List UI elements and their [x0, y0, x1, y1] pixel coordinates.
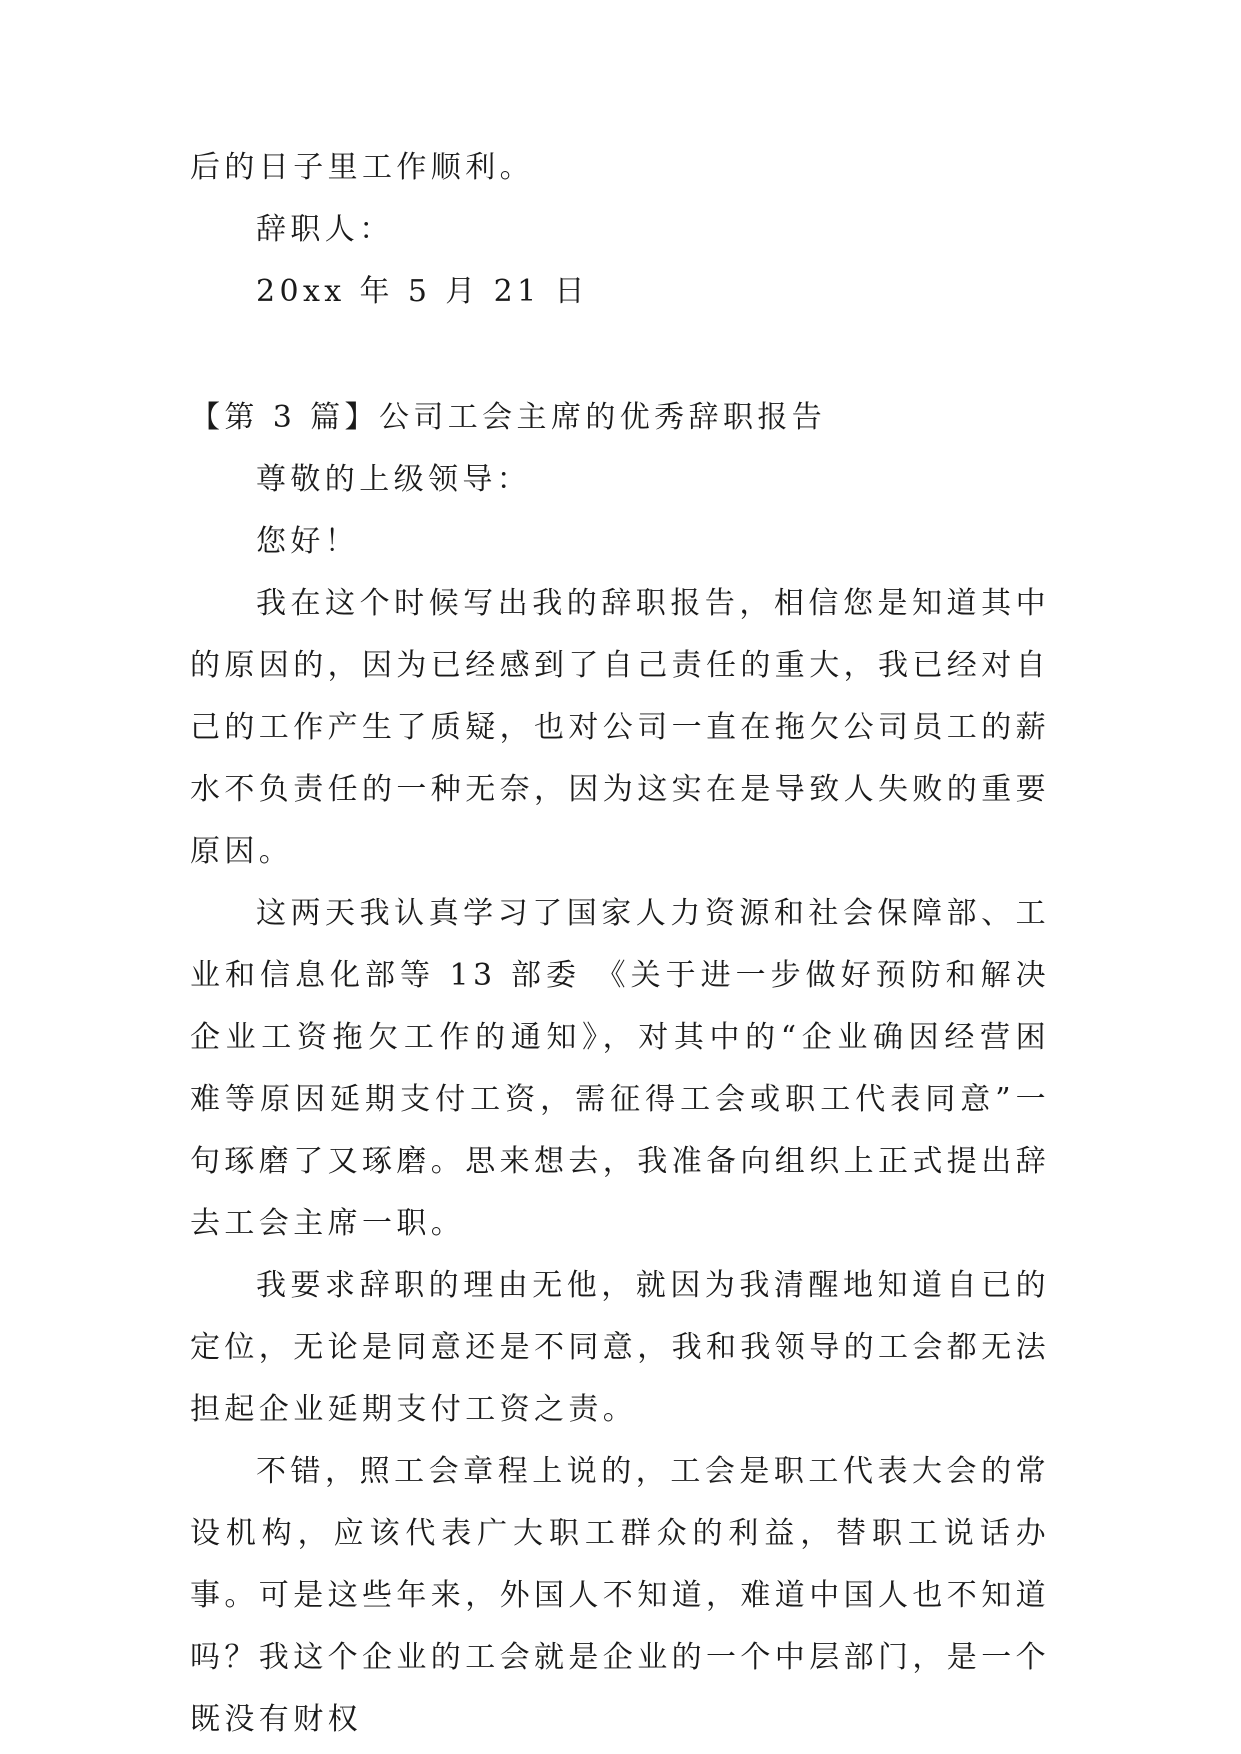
- body-paragraph: 我要求辞职的理由无他，就因为我清醒地知道自已的定位，无论是同意还是不同意，我和我领导的工会都无法担起企业延期支付工资之责。: [190, 1268, 1050, 1427]
- section-gap: [190, 323, 1050, 387]
- body-paragraph: 不错，照工会章程上说的，工会是职工代表大会的常设机构，应该代表广大职工群众的利益，替职工说话办事。可是这些年来，外国人不知道，难道中国人也不知道吗？我这个企业的工会就是企业的一个中层部门，是一个既没有财权: [190, 1454, 1050, 1737]
- continuation-line: 后的日子里工作顺利。: [190, 150, 534, 185]
- letter-date: 20xx 年 5 月 21 日: [256, 274, 589, 309]
- salutation: 尊敬的上级领导：: [256, 462, 532, 497]
- body-paragraph: 这两天我认真学习了国家人力资源和社会保障部、工业和信息化部等 13 部委 《关于进一步做好预防和解决企业工资拖欠工作的通知》，对其中的“企业确因经营困难等原因延期支付工资，需征得工会或职工代表同意”一句琢磨了又琢磨。思来想去，我准备向组织上正式提出辞去工会主席一职。: [190, 896, 1050, 1241]
- document-body: [190, 137, 1050, 1751]
- section-title: 【第 3 篇】公司工会主席的优秀辞职报告: [190, 400, 827, 435]
- greeting: 您好！: [256, 524, 360, 559]
- signer-label: 辞职人：: [256, 212, 394, 247]
- body-paragraph: 我在这个时候写出我的辞职报告，相信您是知道其中的原因的，因为已经感到了自己责任的重大，我已经对自己的工作产生了质疑，也对公司一直在拖欠公司员工的薪水不负责任的一种无奈，因为这实在是导致人失败的重要原因。: [190, 586, 1050, 869]
